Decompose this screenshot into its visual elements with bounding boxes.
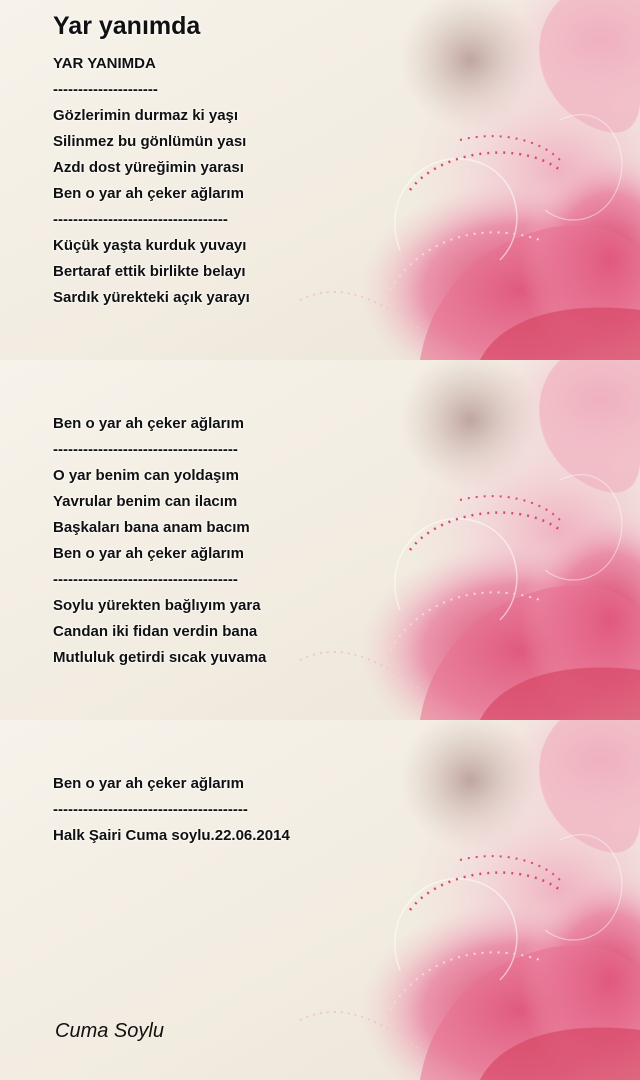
poem-line: O yar benim can yoldaşım bbox=[53, 467, 239, 484]
poem-line: Yavrular benim can ilacım bbox=[53, 493, 238, 510]
poem-line: Azdı dost yüreğimin yarası bbox=[53, 159, 244, 176]
poem-line: Başkaları bana anam bacım bbox=[53, 519, 250, 536]
poem-line: Bertaraf ettik birlikte belayı bbox=[53, 263, 246, 280]
poem-line: Mutluluk getirdi sıcak yuvama bbox=[53, 649, 267, 666]
poem-line: --------------------- bbox=[53, 81, 158, 98]
poem-line: Silinmez bu gönlümün yası bbox=[53, 133, 247, 150]
poem-line: Gözlerimin durmaz ki yaşı bbox=[53, 107, 239, 124]
poem-line: Soylu yürekten bağlıyım yara bbox=[53, 597, 261, 614]
poem-line: Halk Şairi Cuma soylu.22.06.2014 bbox=[53, 827, 290, 844]
poem-author: Cuma Soylu bbox=[55, 1020, 164, 1042]
poem-line: --------------------------------------- bbox=[53, 801, 248, 818]
poem-line: Ben o yar ah çeker ağlarım bbox=[53, 775, 244, 792]
poem-line: Ben o yar ah çeker ağlarım bbox=[53, 185, 244, 202]
poem-line: Ben o yar ah çeker ağlarım bbox=[53, 415, 244, 432]
poem-title: Yar yanımda bbox=[53, 12, 201, 40]
poem-line: Candan iki fidan verdin bana bbox=[53, 623, 258, 640]
poem-line: Küçük yaşta kurduk yuvayı bbox=[53, 237, 247, 254]
poem-line: ------------------------------------- bbox=[53, 571, 238, 588]
poem-line: Ben o yar ah çeker ağlarım bbox=[53, 545, 244, 562]
poem-line: ------------------------------------- bbox=[53, 441, 238, 458]
poem-line: YAR YANIMDA bbox=[53, 55, 156, 72]
poem-line: Sardık yürekteki açık yarayı bbox=[53, 289, 250, 306]
poem-line: ----------------------------------- bbox=[53, 211, 228, 228]
